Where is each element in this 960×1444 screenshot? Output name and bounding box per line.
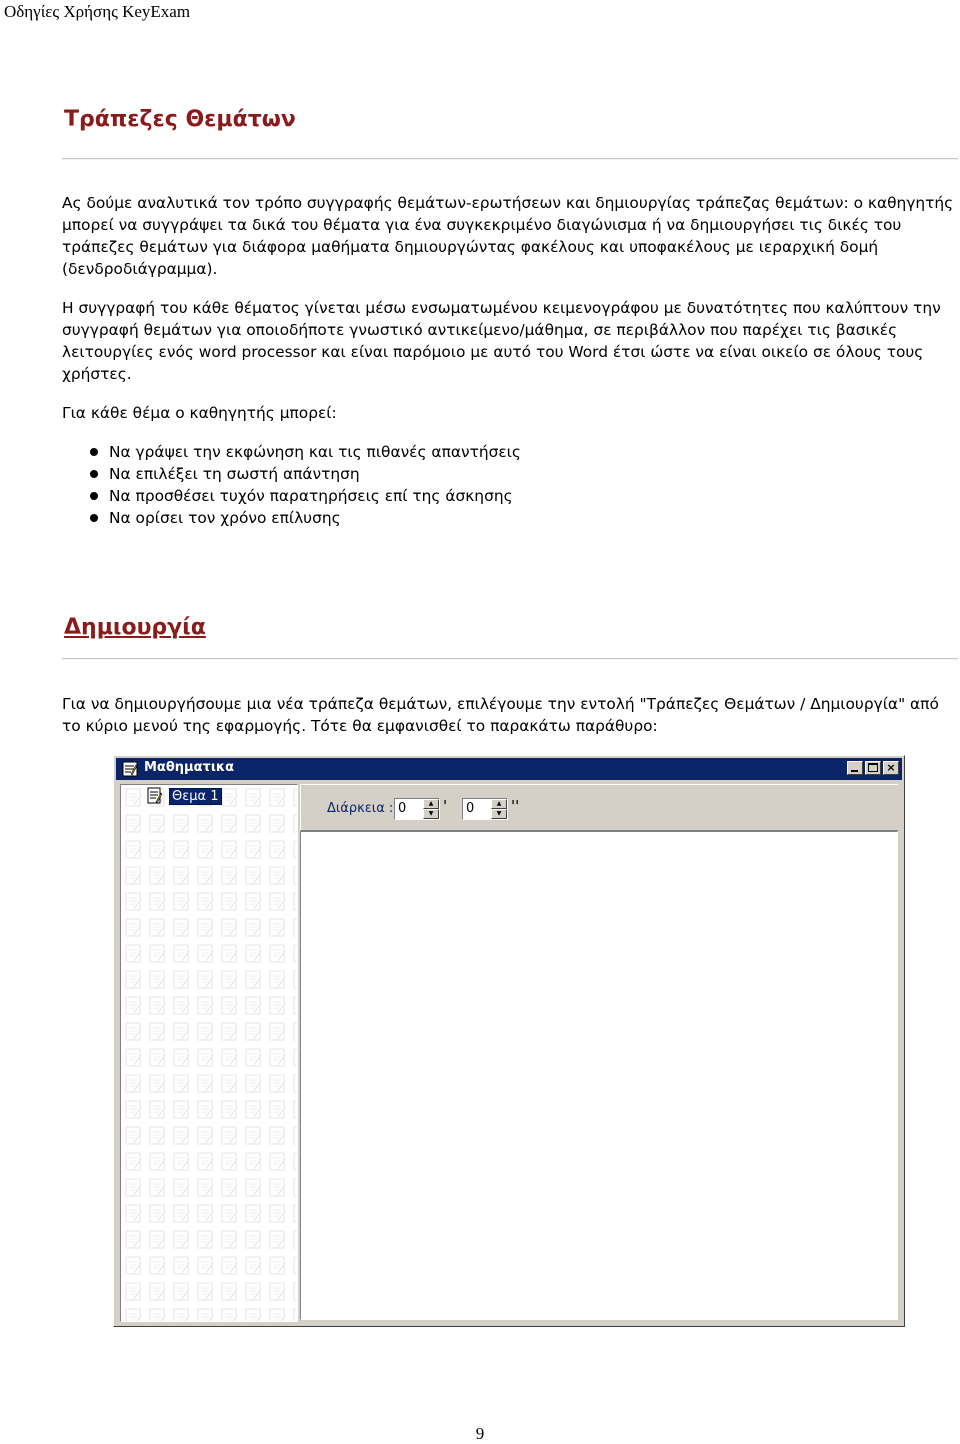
app-icon [122,761,138,777]
seconds-value[interactable]: 0 [466,801,475,816]
spin-down-icon[interactable]: ▼ [491,809,507,819]
question-editor-area[interactable] [300,831,898,1320]
note-icon [147,787,163,805]
duration-label: Διάρκεια : [327,801,394,816]
intro-paragraph: Ας δούμε αναλυτικά τον τρόπο συγγραφής θεμάτων-ερωτήσεων και δημιουργίας τράπεζας θεμάτων: ο καθηγητής μπορεί να συγγράψει τα δικά του θέματα για ένα συγκεκριμένο διαγώνισμα ή να δημιουργήσει τις δικές του τράπεζες θεμάτων για διάφορα μαθήματα δημιουργώντας φακέλους και υποφακέλους με ιεραρχική δομή (δενδροδιάγραμμα). [62,194,954,278]
list-item: Να γράψει την εκφώνηση και τις πιθανές απαντήσεις [62,441,521,463]
seconds-unit: '' [511,797,520,815]
list-item: Να προσθέσει τυχόν παρατηρήσεις επί της άσκησης [62,485,521,507]
tree-item-topic[interactable] [147,787,222,805]
spin-up-icon[interactable]: ▲ [423,799,439,809]
heading-divider [62,158,958,160]
abilities-intro: Για κάθε θέμα ο καθηγητής μπορεί: [62,404,337,422]
close-icon[interactable]: × [883,761,899,775]
minutes-value[interactable]: 0 [398,801,407,816]
create-paragraph: Για να δημιουργήσουμε μια νέα τράπεζα θεμάτων, επιλέγουμε την εντολή "Τράπεζες Θεμάτων / Δημιουργία" από το κύριο μενού της εφαρμογής. Τότε θα εμφανισθεί το παρακάτω παράθυρο: [62,695,939,735]
page-number: 9 [475,1424,485,1443]
editor-paragraph: Η συγγραφή του κάθε θέματος γίνεται μέσω ενσωματωμένου κειμενογράφου με δυνατότητες που καλύπτουν την συγγραφή θεμάτων για οποιοδήποτε γνωστικό αντικείμενο/μάθημα, σε περιβάλλον που παρέχει τις βασικές λειτουργίες ενός word processor και είναι παρόμοιο με αυτό του Word έτσι ώστε να είναι οικείο σε όλους τους χρήστες. [62,299,941,383]
list-item: Να ορίσει τον χρόνο επίλυσης [62,507,521,529]
tree-background-pattern [121,785,298,1322]
minimize-icon[interactable] [847,761,863,775]
minutes-unit: ' [443,797,448,815]
heading-divider [62,658,958,660]
document-title: Οδηγίες Χρήσης KeyExam [4,2,191,21]
minutes-stepper[interactable] [394,798,440,820]
application-window [113,755,905,1327]
seconds-stepper[interactable] [462,798,508,820]
questions-tree[interactable] [120,784,298,1322]
window-titlebar[interactable] [116,758,902,780]
list-item: Να επιλέξει τη σωστή απάντηση [62,463,521,485]
tree-item-label[interactable]: Θεμα 1 [169,788,222,805]
duration-toolbar [300,784,898,831]
spin-up-icon[interactable]: ▲ [491,799,507,809]
section-heading-create: Δημιουργία [64,615,206,640]
abilities-list [62,441,521,529]
window-title: Μαθηματικα [144,760,235,775]
section-heading-question-banks: Τράπεζες Θεμάτων [64,107,296,132]
spin-down-icon[interactable]: ▼ [423,809,439,819]
maximize-icon[interactable] [865,761,881,775]
